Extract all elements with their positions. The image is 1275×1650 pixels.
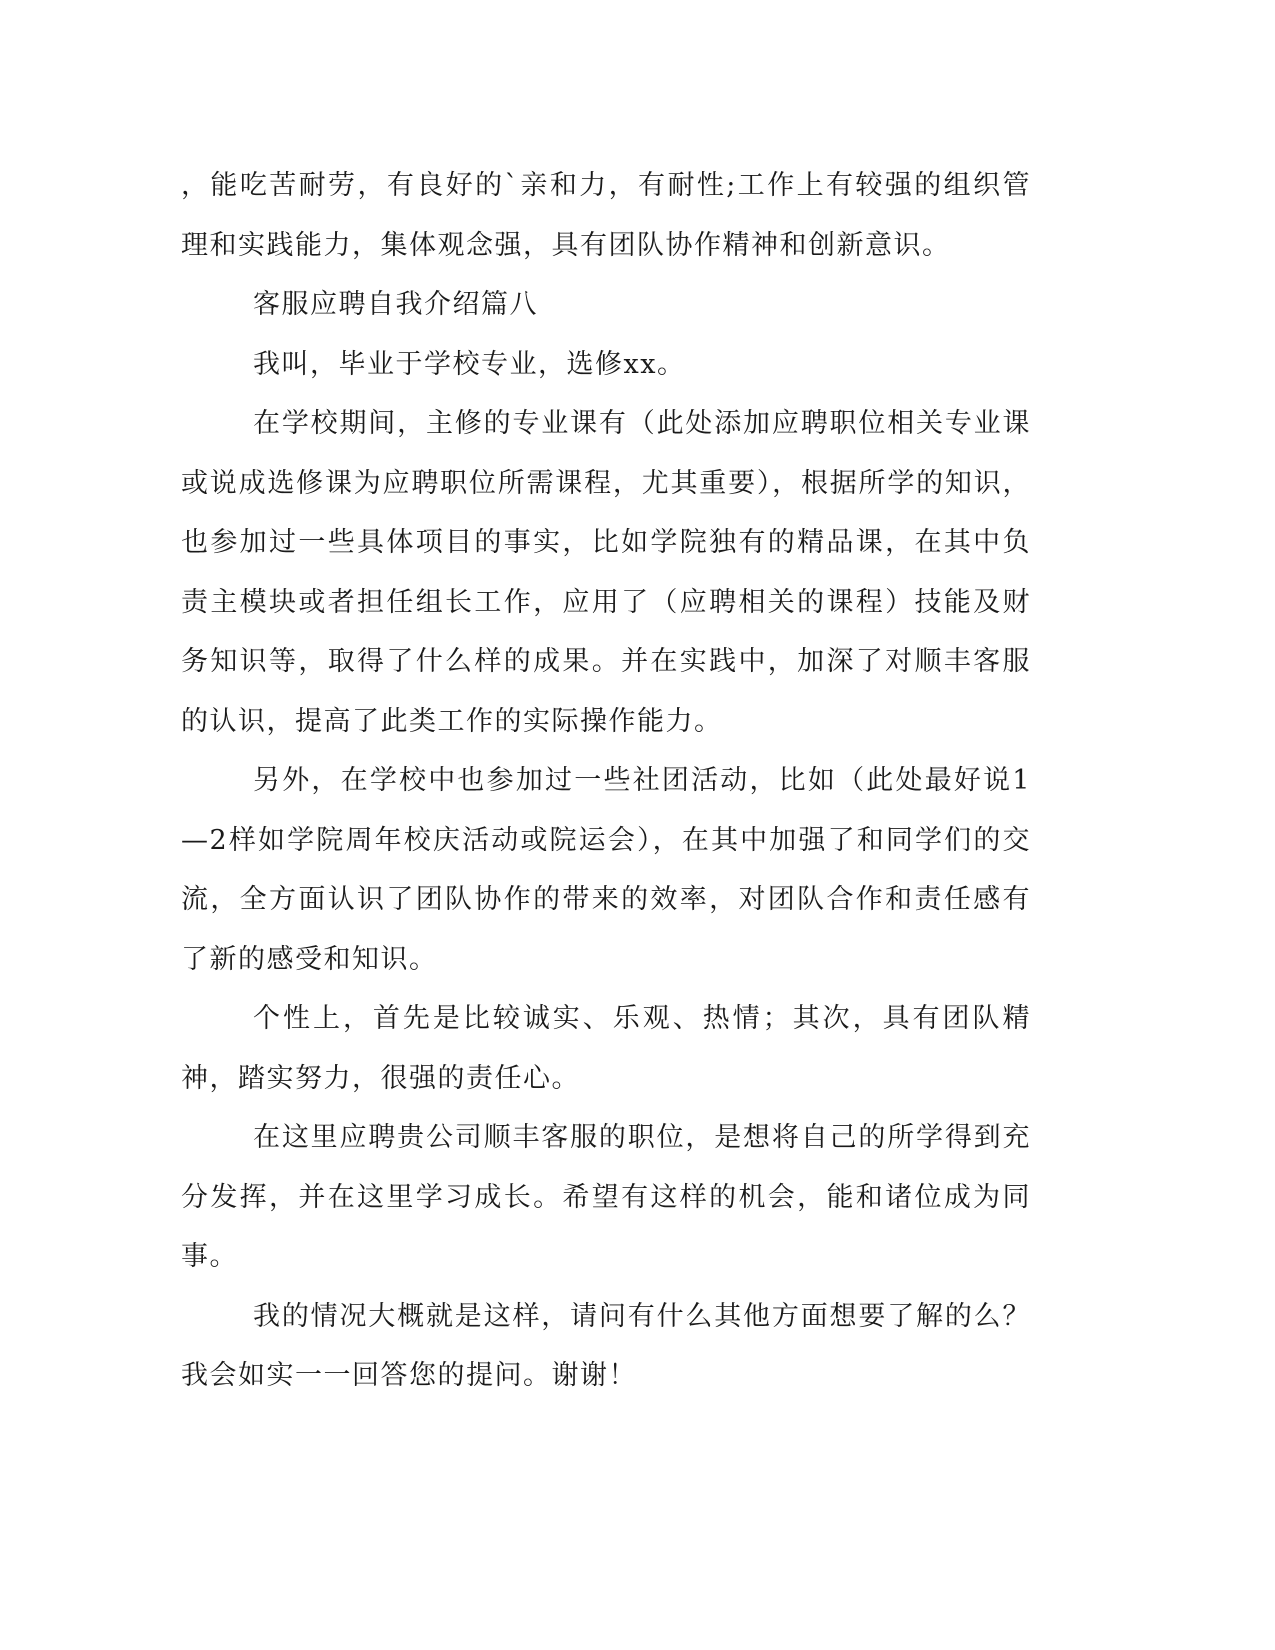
paragraph-courses: 在学校期间，主修的专业课有（此处添加应聘职位相关专业课或说成选修课为应聘职位所需课程，尤其重要），根据所学的知识，也参加过一些具体项目的事实，比如学院独有的精品课，在其中负责主模块或者担任组长工作，应用了（应聘相关的课程）技能及财务知识等，取得了什么样的成果。并在实践中，加深了对顺丰客服的认识，提高了此类工作的实际操作能力。	[181, 408, 1031, 737]
section-heading: 客服应聘自我介绍篇八	[253, 289, 538, 320]
paragraph-personality: 个性上，首先是比较诚实、乐观、热情；其次，具有团队精神，踏实努力，很强的责任心。	[181, 1003, 1031, 1094]
paragraph-activities: 另外，在学校中也参加过一些社团活动，比如（此处最好说1—2样如学院周年校庆活动或院运会），在其中加强了和同学们的交流，全方面认识了团队协作的带来的效率，对团队合作和责任感有了新的感受和知识。	[181, 765, 1031, 975]
paragraph-closing: 我的情况大概就是这样，请问有什么其他方面想要了解的么？我会如实一一回答您的提问。谢谢！	[181, 1300, 1031, 1391]
paragraph-name: 我叫，毕业于学校专业，选修xx。	[253, 348, 686, 380]
document-body	[181, 156, 1031, 1406]
paragraph-motivation: 在这里应聘贵公司顺丰客服的职位，是想将自己的所学得到充分发挥，并在这里学习成长。希望有这样的机会，能和诸位成为同事。	[181, 1122, 1031, 1272]
paragraph-intro-continuation: ，能吃苦耐劳，有良好的`亲和力，有耐性;工作上有较强的组织管理和实践能力，集体观念强，具有团队协作精神和创新意识。	[181, 170, 1031, 261]
